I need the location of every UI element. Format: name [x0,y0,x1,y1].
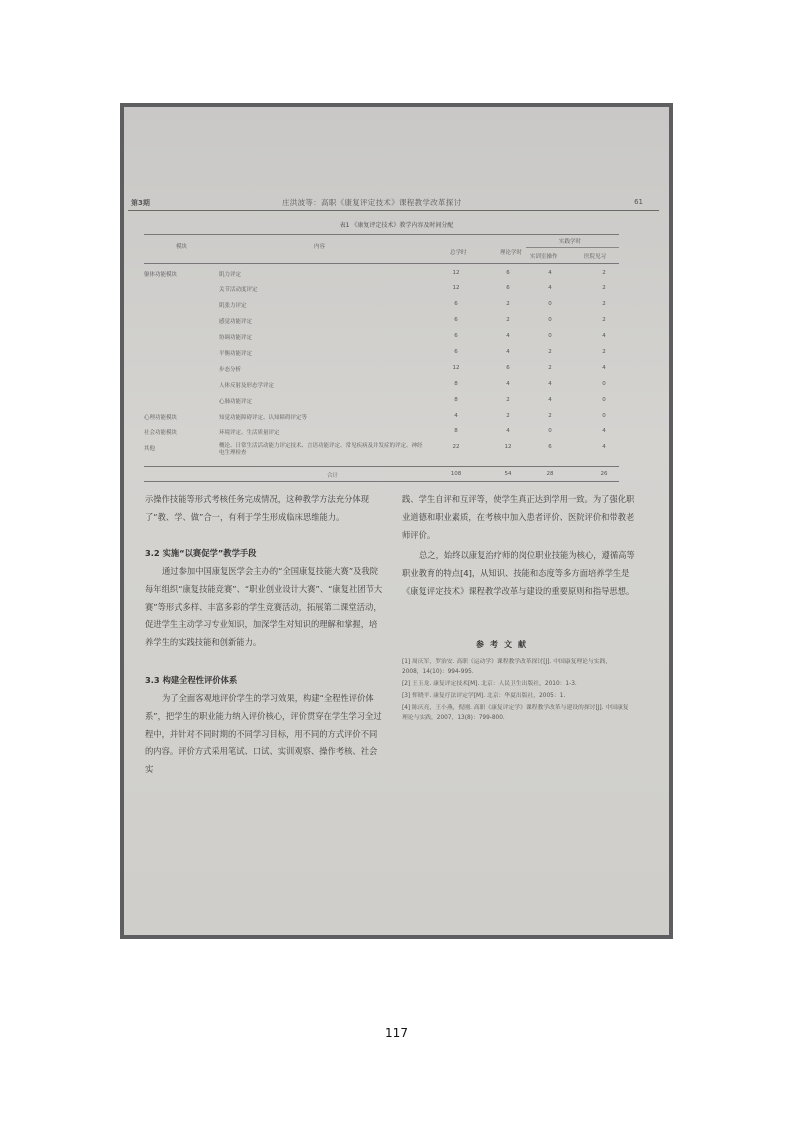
practice-subrule [526,247,619,248]
row-lab-hours: 0 [548,301,552,307]
reference-2: [2] 王玉龙. 康复评定技术[M]. 北京：人民卫生出版社，2010：1-3. [402,681,577,687]
row-lab-hours: 6 [548,444,552,450]
total-rule [144,466,619,467]
total-hospital: 26 [600,471,608,477]
section-3-2-heading: 3.2 实施“以赛促学”教学手段 [145,548,257,558]
total-theory: 54 [504,471,512,477]
reference-3: [3] 恽晓平. 康复疗法评定学[M]. 北京：华夏出版社，2005：1. [402,693,566,699]
row-hospital-hours: 4 [602,428,606,434]
row-theory-hours: 6 [506,270,510,276]
row-theory-hours: 6 [506,365,510,371]
reference-1: [1] 周庆军，罗治安. 高职《运动学》课程教学改革探讨[J]. 中国康复理论与实践，2008，14(10)：994-995. [402,659,612,675]
row-hospital-hours: 2 [602,301,606,307]
row-content: 知觉功能障碍评定、认知障碍评定等 [219,415,308,421]
table-head-rule [144,263,619,264]
row-content: 协调功能评定 [219,335,253,341]
row-total-hours: 6 [454,317,458,323]
row-total-hours: 12 [452,270,460,276]
reference-4: [4] 陈庆亮，王小燕，倪刚. 高职《康复评定学》课程教学改革与建设的探讨[J]. 中国康复理论与实践，2007，13(8)：799-800. [402,705,629,721]
row-content: 环境评定、生活质量评定 [219,430,280,436]
row-content: 平衡功能评定 [219,351,253,357]
row-lab-hours: 4 [548,381,552,387]
issue-label: 第3期 [131,199,150,207]
journal-page [124,107,669,935]
row-hospital-hours: 4 [602,444,606,450]
row-hospital-hours: 0 [602,397,606,403]
row-content: 人体反射及形态学评定 [219,383,275,389]
row-lab-hours: 0 [548,428,552,434]
row-module: 其他 [144,446,156,452]
row-theory-hours: 4 [506,349,510,355]
row-hospital-hours: 4 [602,333,606,339]
row-content: 心肺功能评定 [219,399,253,405]
section-3-3-heading: 3.3 构建全程性评价体系 [145,675,238,685]
row-lab-hours: 4 [548,285,552,291]
row-module: 社会功能模块 [144,430,178,436]
running-header [124,195,669,209]
row-total-hours: 22 [452,444,460,450]
journal-page-number: 61 [634,198,643,206]
left-para-1: 示操作技能等形式考核任务完成情况，这种教学方法充分体现了“教、学、做”合一，有利于学生形成临床思维能力。 [145,494,370,522]
th-lab: 实训室操作 [530,254,558,260]
row-content: 概论、日常生活活动能力评定技术、言语功能评定、常见疾病及并发症的评定、神经电生理检查 [219,443,423,456]
th-module: 模块 [176,244,188,250]
table-top-rule [144,234,619,235]
total-label: 合计 [327,473,339,479]
row-lab-hours: 4 [548,397,552,403]
row-total-hours: 12 [452,365,460,371]
page-number: 117 [385,1026,408,1040]
row-total-hours: 6 [454,349,458,355]
row-hospital-hours: 4 [602,365,606,371]
scanned-photo [120,103,673,939]
row-theory-hours: 2 [506,413,510,419]
row-lab-hours: 2 [548,365,552,371]
references-heading: 参考文献 [476,640,532,649]
row-content: 感觉功能评定 [219,319,253,325]
left-para-3: 为了全面客观地评价学生的学习效果，构建“全程性评价体系”，把学生的职业能力纳入评价核心，评价贯穿在学生学习全过程中，并针对不同时期的不同学习目标，用不同的方式评价不同的内容。评价方式采用笔试、口试、实训观察、操作考核、社会实 [145,693,382,775]
row-hospital-hours: 2 [602,285,606,291]
row-content: 肌力评定 [219,272,242,278]
th-hospital: 医院见习 [584,254,607,260]
row-module: 躯体功能模块 [144,272,178,278]
row-lab-hours: 0 [548,333,552,339]
row-content: 步态分析 [219,367,242,373]
running-title: 庄洪波等：高职《康复评定技术》课程教学改革探讨 [282,198,462,207]
row-total-hours: 12 [452,285,460,291]
row-theory-hours: 4 [506,333,510,339]
row-content: 肌张力评定 [219,303,247,309]
row-hospital-hours: 2 [602,349,606,355]
row-theory-hours: 2 [506,301,510,307]
row-total-hours: 6 [454,333,458,339]
row-total-hours: 8 [454,397,458,403]
row-hospital-hours: 0 [602,381,606,387]
row-total-hours: 8 [454,381,458,387]
row-lab-hours: 4 [548,270,552,276]
th-theory: 理论学时 [500,250,523,256]
right-para-1: 践、学生自评和互评等，使学生真正达到学用一致。为了强化职业道德和职业素质，在考核中加入患者评价、医院评价和带教老师评价。 [402,494,635,540]
total-hours: 108 [450,471,462,477]
row-hospital-hours: 2 [602,317,606,323]
row-theory-hours: 12 [504,444,512,450]
row-lab-hours: 2 [548,413,552,419]
row-lab-hours: 2 [548,349,552,355]
row-theory-hours: 4 [506,381,510,387]
row-module: 心理功能模块 [144,415,178,421]
right-para-2: 总之，始终以康复治疗师的岗位职业技能为核心，遵循高等职业教育的特点[4]，从知识、技能和态度等多方面培养学生是《康复评定技术》课程教学改革与建设的重要原则和指导思想。 [402,550,635,596]
row-hospital-hours: 2 [602,270,606,276]
th-practice: 实践学时 [559,239,582,245]
total-lab: 28 [546,471,554,477]
row-theory-hours: 2 [506,397,510,403]
row-content: 关节活动度评定 [219,287,258,293]
row-theory-hours: 6 [506,285,510,291]
row-lab-hours: 0 [548,317,552,323]
th-total: 总学时 [450,250,467,256]
row-total-hours: 4 [454,413,458,419]
row-hospital-hours: 0 [602,413,606,419]
row-theory-hours: 4 [506,428,510,434]
table-bottom-rule [144,481,619,482]
table-caption: 表1 《康复评定技术》教学内容及时间分配 [339,222,454,229]
row-total-hours: 8 [454,428,458,434]
row-total-hours: 6 [454,301,458,307]
th-content: 内容 [314,244,326,250]
header-rule [128,210,659,211]
row-theory-hours: 2 [506,317,510,323]
left-para-2: 通过参加中国康复医学会主办的“全国康复技能大赛”及我院每年组织“康复技能竞赛”、“职业创业设计大赛”、“康复社团节大赛”等形式多样、丰富多彩的学生竞赛活动，拓展第二课堂活动，促进学生主动学习专业知识，加深学生对知识的理解和掌握，培养学生的实践技能和创新能力。 [145,566,383,648]
